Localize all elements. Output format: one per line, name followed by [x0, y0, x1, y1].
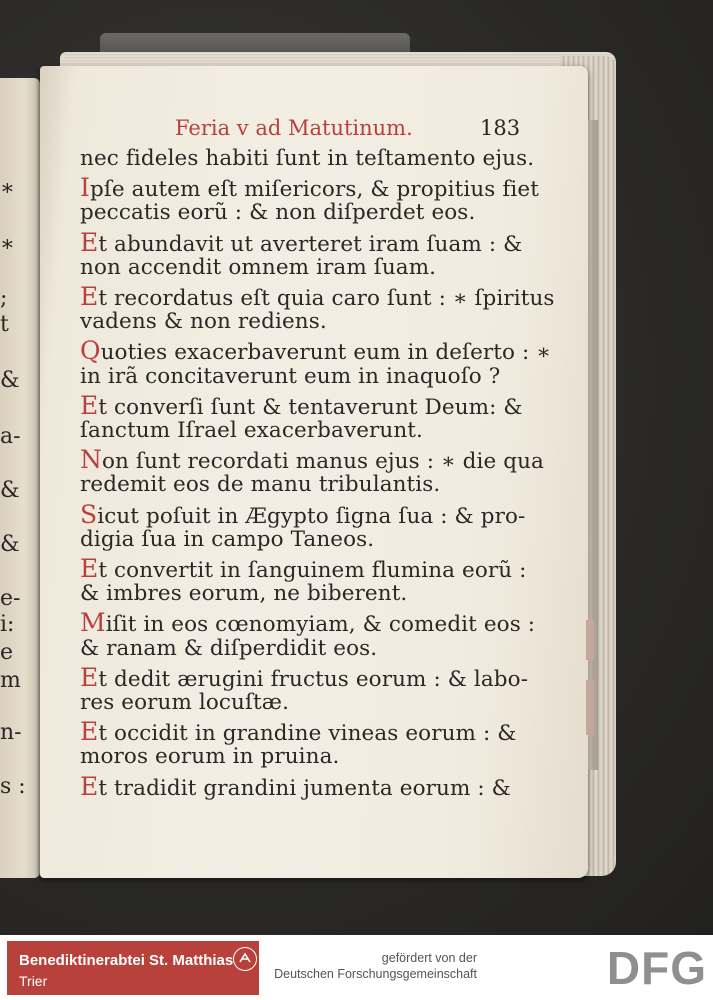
left-page-fragment: ∗	[0, 232, 15, 257]
text-line	[80, 228, 522, 257]
line-text: in irã concitaverunt eum in inaquoſo ?	[80, 363, 501, 389]
text-line	[80, 309, 327, 334]
red-initial: E	[80, 554, 99, 583]
page-edge-shadow	[588, 120, 598, 770]
text-line	[80, 554, 526, 583]
text-line	[80, 472, 440, 497]
page-marker-tab	[586, 680, 594, 735]
left-page-fragment: e	[0, 640, 14, 665]
running-head: Feria v ad Matutinum.	[175, 116, 413, 140]
red-initial: E	[80, 390, 99, 420]
line-text: non accendit omnem iram ſuam.	[80, 254, 437, 280]
text-line	[80, 336, 551, 365]
text-line	[80, 717, 516, 746]
line-text: t converſi ſunt & tentaverunt Deum: &	[98, 394, 523, 420]
line-text: icut poſuit in Ægypto ſigna ſua : & pro-	[97, 503, 526, 529]
dfg-logo[interactable]: DFG	[606, 942, 707, 994]
page-number: 183	[480, 116, 521, 140]
line-text: digia ſua in campo Taneos.	[80, 526, 375, 552]
text-line	[80, 255, 436, 280]
line-text: ſanctum Iſrael exacerbaverunt.	[80, 418, 423, 443]
line-text: peccatis eorũ : & non diſperdet eos.	[80, 200, 476, 226]
red-initial: M	[80, 608, 106, 638]
left-page-fragment: e-	[0, 586, 21, 611]
funding-note-line2: Deutschen Forschungsgemeinschaft	[274, 967, 477, 981]
line-text: redemit eos de manu tribulantis.	[80, 472, 441, 498]
line-text: & ranam & diſperdidit eos.	[80, 635, 378, 661]
text-line	[80, 500, 525, 529]
text-line	[80, 146, 534, 171]
red-initial: N	[80, 445, 102, 475]
line-text: uoties exacerbaverunt eum in deſerto : ∗	[100, 340, 552, 366]
funding-note-line1: gefördert von der	[381, 951, 477, 965]
line-text: vadens & non rediens.	[80, 309, 327, 335]
red-initial: Q	[80, 336, 101, 366]
line-text: t abundavit ut averteret iram ſuam : &	[98, 231, 523, 257]
text-line	[80, 173, 539, 202]
line-text: res eorum locuſtæ.	[80, 690, 290, 715]
left-page-fragment: a-	[0, 424, 21, 449]
left-page-fragment: n-	[0, 720, 22, 745]
red-initial: E	[80, 282, 99, 311]
text-line	[80, 391, 523, 420]
text-line	[80, 200, 475, 225]
line-text: & imbres eorum, ne biberent.	[80, 581, 408, 607]
line-text: on ſunt recordati manus ejus : ∗ die qua	[101, 449, 544, 475]
text-line	[80, 282, 555, 311]
red-initial: I	[80, 173, 90, 203]
text-line	[80, 364, 500, 389]
line-text: t tradidit grandini jumenta eorum : &	[98, 775, 511, 801]
text-line	[80, 690, 289, 715]
left-page-fragment: ∗	[0, 176, 15, 201]
text-line	[80, 581, 407, 606]
left-page-fragment: m	[0, 668, 21, 693]
left-page-fragment: ;	[0, 286, 8, 311]
text-line	[80, 527, 374, 552]
line-text: t occidit in grandine vineas eorum : &	[98, 721, 517, 747]
footer-bar	[0, 935, 713, 1000]
text-line	[80, 663, 528, 692]
line-text: t recordatus eſt quia caro ſunt : ∗ ſpiritus	[98, 286, 555, 311]
left-page-fragment: &	[0, 368, 20, 393]
line-text: pſe autem eſt miſericors, & propitius fiet	[89, 177, 539, 203]
text-line	[80, 772, 511, 801]
red-initial: E	[80, 717, 99, 747]
institution-badge[interactable]	[7, 941, 259, 995]
text-line	[80, 418, 423, 443]
line-text: t dedit ærugini fructus eorum : & labo-	[98, 666, 529, 692]
red-initial: S	[80, 499, 98, 529]
institution-name: Benediktinerabtei St. Matthias	[19, 952, 234, 969]
line-text: t convertit in ſanguinem flumina eorũ :	[98, 558, 527, 583]
line-text: nec fideles habiti ſunt in teſtamento ejus.	[80, 146, 535, 171]
red-initial: E	[80, 662, 99, 692]
left-page-fragment: i:	[0, 612, 15, 637]
text-line	[80, 744, 339, 769]
red-initial: E	[80, 227, 99, 257]
page-marker-tab	[586, 620, 594, 660]
text-line	[80, 608, 535, 637]
line-text: moros eorum in pruina.	[80, 744, 340, 770]
left-page-fragment: t	[0, 312, 9, 337]
abbey-logo-icon	[233, 947, 257, 971]
left-page-fragment: &	[0, 478, 20, 503]
left-page-fragment: s :	[0, 774, 26, 799]
institution-city: Trier	[19, 973, 48, 989]
left-page-fragment: &	[0, 532, 20, 557]
red-initial: E	[80, 771, 99, 801]
text-line	[80, 445, 544, 474]
line-text: iſit in eos cœnomyiam, & comedit eos :	[105, 612, 536, 638]
text-line	[80, 636, 377, 661]
